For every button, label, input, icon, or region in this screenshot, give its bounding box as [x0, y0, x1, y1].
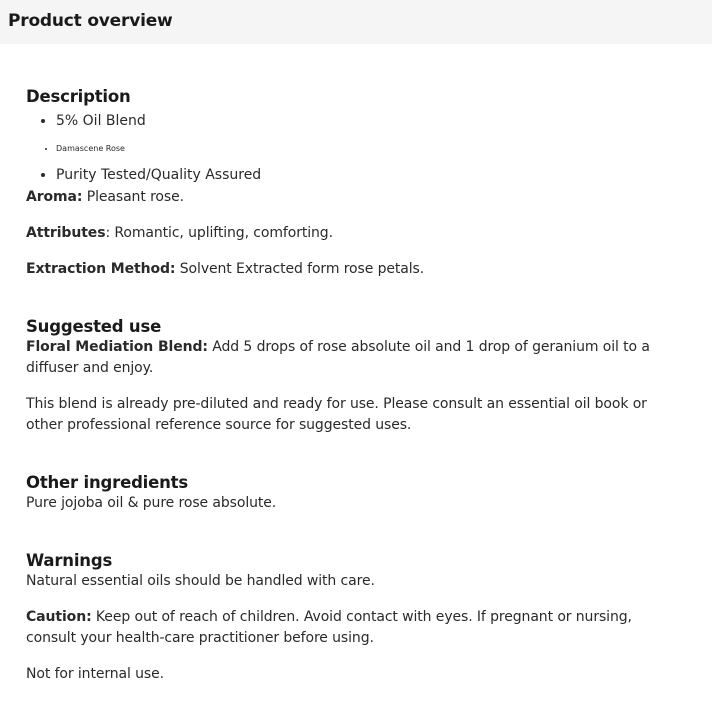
- aroma-line: [26, 187, 686, 208]
- caution-text: Keep out of reach of children. Avoid contact with eyes. If pregnant or nursing, consult your health-care practitioner before using.: [26, 609, 632, 646]
- suggested-use-heading: Suggested use: [26, 317, 162, 336]
- other-ingredients-text: Pure jojoba oil & pure rose absolute.: [26, 495, 277, 511]
- warnings-heading: Warnings: [26, 551, 113, 570]
- description-section: [26, 87, 686, 280]
- blend-text: Add 5 drops of rose absolute oil and 1 drop of geranium oil to a diffuser and enjoy.: [26, 339, 650, 376]
- internal-use-note: Not for internal use.: [26, 666, 164, 682]
- suggested-use-note: This blend is already pre-diluted and ready for use. Please consult an essential oil book or other professional reference source for suggested uses.: [26, 396, 647, 433]
- description-list: [26, 108, 686, 189]
- extraction-text: Solvent Extracted form rose petals.: [175, 261, 425, 277]
- blend-label: Floral Mediation Blend:: [26, 339, 208, 355]
- extraction-label: Extraction Method:: [26, 261, 176, 277]
- list-item: • Damascene Rose: [56, 135, 686, 162]
- caution-line: [26, 607, 686, 649]
- product-overview-header: [0, 0, 712, 44]
- attributes-label: Attributes: [26, 225, 106, 241]
- list-item: • 5% Oil Blend: [56, 108, 686, 135]
- attributes-text: : Romantic, uplifting, comforting.: [105, 225, 333, 241]
- attributes-line: [26, 223, 686, 244]
- aroma-text: Pleasant rose.: [82, 189, 184, 205]
- warnings-section: [26, 551, 686, 685]
- blend-line: [26, 337, 686, 379]
- other-ingredients-heading: Other ingredients: [26, 473, 188, 492]
- aroma-label: Aroma:: [26, 189, 83, 205]
- product-overview-content: [0, 87, 712, 685]
- other-ingredients-section: [26, 473, 686, 514]
- list-item: • Purity Tested/Quality Assured: [56, 162, 686, 189]
- suggested-use-section: [26, 317, 686, 436]
- warnings-text: Natural essential oils should be handled with care.: [26, 573, 375, 589]
- page-title: Product overview: [8, 11, 173, 31]
- caution-label: Caution:: [26, 609, 92, 625]
- extraction-line: [26, 259, 686, 280]
- description-heading: Description: [26, 87, 131, 106]
